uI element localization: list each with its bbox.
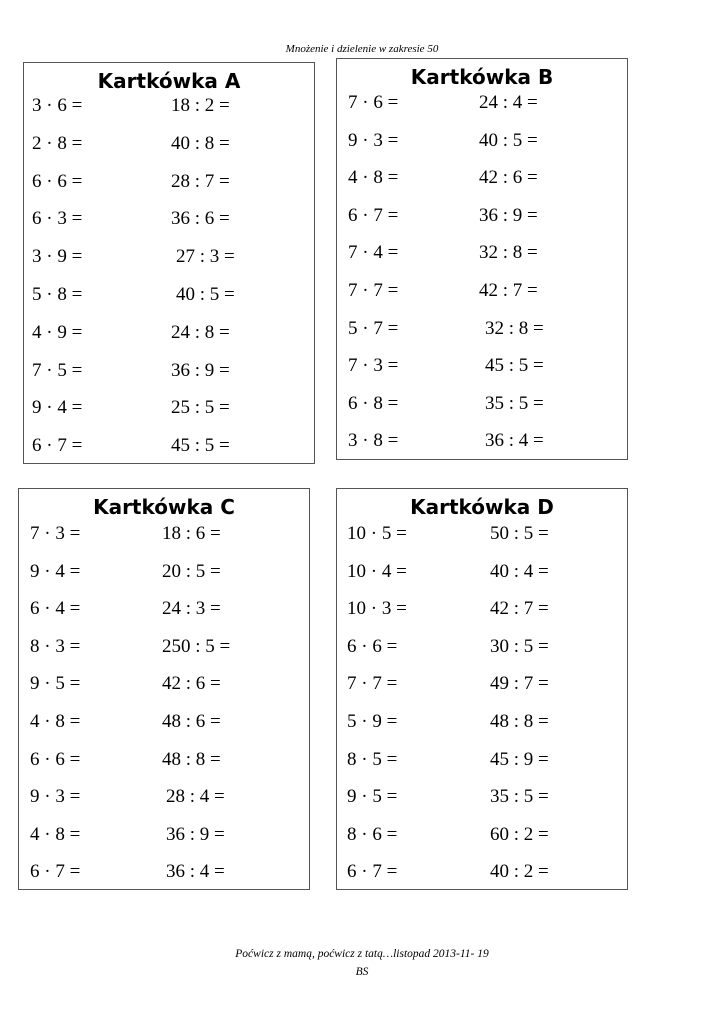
division-problem: 49 : 7 = [490,673,549,695]
equation-row [24,131,316,157]
multiplication-problem: 6 · 6 = [30,748,81,770]
division-problem: 27 : 3 = [176,246,235,268]
division-problem: 42 : 7 = [490,598,549,620]
card-title: Kartkówka A [97,69,241,93]
multiplication-problem: 10 · 4 = [347,560,407,582]
equation-row [24,169,316,195]
multiplication-problem: 6 · 7 = [32,435,83,457]
footer-initials: BS [355,966,369,978]
multiplication-problem: 3 · 6 = [32,95,83,116]
equation-row [24,320,316,346]
multiplication-problem: 5 · 8 = [32,284,83,305]
equation-row [337,822,629,848]
equation-row [337,165,629,191]
multiplication-problem: 6 · 8 = [348,392,399,414]
equation-row [337,203,629,229]
equation-row [337,391,629,417]
multiplication-problem: 7 · 7 = [348,280,399,301]
card-title: Kartkówka B [410,65,554,89]
division-problem: 24 : 3 = [162,598,221,620]
multiplication-problem: 9 · 5 = [30,673,81,695]
division-problem: 48 : 6 = [162,711,221,732]
division-problem: 36 : 9 = [479,204,538,226]
multiplication-problem: 3 · 8 = [348,430,399,452]
division-problem: 45 : 5 = [171,435,230,457]
equation-row [337,671,629,697]
division-problem: 36 : 6 = [171,208,230,230]
equation-row [337,128,629,154]
division-problem: 36 : 4 = [166,861,225,883]
card-title: Kartkówka D [410,495,554,519]
equation-row [19,596,311,622]
division-problem: 36 : 9 = [166,823,225,845]
equation-row [19,859,311,885]
multiplication-problem: 6 · 7 = [30,861,81,883]
division-problem: 42 : 7 = [479,280,538,301]
division-problem: 50 : 5 = [490,523,549,544]
division-problem: 32 : 8 = [479,242,538,264]
multiplication-problem: 4 · 9 = [32,321,83,343]
multiplication-problem: 4 · 8 = [348,167,399,189]
division-problem: 48 : 8 = [490,711,549,732]
multiplication-problem: 9 · 3 = [348,129,399,151]
quiz-card-c [18,488,310,890]
division-problem: 18 : 2 = [171,95,230,116]
equation-row [19,822,311,848]
multiplication-problem: 9 · 4 = [32,397,83,419]
division-problem: 30 : 5 = [490,635,549,657]
division-problem: 250 : 5 = [162,635,231,657]
multiplication-problem: 9 · 4 = [30,560,81,582]
equation-row [19,634,311,660]
multiplication-problem: 8 · 5 = [347,748,398,770]
equation-row [337,90,629,116]
quiz-card-d [336,488,628,890]
multiplication-problem: 6 · 7 = [347,861,398,883]
equation-row [337,747,629,773]
multiplication-problem: 3 · 9 = [32,246,83,268]
division-problem: 45 : 5 = [485,355,544,377]
equation-row [337,353,629,379]
equation-row [337,709,629,735]
division-problem: 48 : 8 = [162,748,221,770]
division-problem: 24 : 4 = [479,92,538,113]
division-problem: 60 : 2 = [490,823,549,845]
multiplication-problem: 7 · 6 = [348,92,399,113]
equation-row [19,559,311,585]
equation-row [24,93,316,119]
card-title: Kartkówka C [93,495,235,519]
multiplication-problem: 5 · 7 = [348,317,399,339]
division-problem: 40 : 8 = [171,132,230,154]
equation-row [337,521,629,547]
equation-row [24,206,316,232]
division-problem: 40 : 2 = [490,861,549,883]
footer-line: Poćwicz z mamą, poćwicz z tatą…listopad 2013-11- 19 [235,948,489,960]
division-problem: 40 : 4 = [490,560,549,582]
multiplication-problem: 7 · 5 = [32,359,83,381]
division-problem: 18 : 6 = [162,523,221,544]
equation-row [337,278,629,304]
equation-row [24,282,316,308]
equation-row [19,709,311,735]
equation-row [19,784,311,810]
multiplication-problem: 6 · 4 = [30,598,81,620]
multiplication-problem: 8 · 3 = [30,635,81,657]
division-problem: 20 : 5 = [162,560,221,582]
multiplication-problem: 6 · 3 = [32,208,83,230]
division-problem: 40 : 5 = [479,129,538,151]
multiplication-problem: 10 · 5 = [347,523,407,544]
equation-row [337,784,629,810]
division-problem: 35 : 5 = [490,786,549,808]
multiplication-problem: 6 · 6 = [347,635,398,657]
division-problem: 36 : 9 = [171,359,230,381]
division-problem: 32 : 8 = [485,317,544,339]
multiplication-problem: 4 · 8 = [30,711,81,732]
multiplication-problem: 6 · 6 = [32,170,83,192]
equation-row [24,395,316,421]
equation-row [337,596,629,622]
equation-row [24,358,316,384]
equation-row [24,433,316,459]
division-problem: 36 : 4 = [485,430,544,452]
page-header: Mnożenie i dzielenie w zakresie 50 [285,43,439,55]
multiplication-problem: 4 · 8 = [30,823,81,845]
multiplication-problem: 7 · 3 = [30,523,81,544]
equation-row [337,634,629,660]
multiplication-problem: 2 · 8 = [32,132,83,154]
equation-row [337,859,629,885]
division-problem: 42 : 6 = [162,673,221,695]
division-problem: 40 : 5 = [176,284,235,305]
division-problem: 42 : 6 = [479,167,538,189]
quiz-card-a [23,62,315,464]
division-problem: 35 : 5 = [485,392,544,414]
equation-row [19,521,311,547]
division-problem: 28 : 4 = [166,786,225,808]
equation-row [337,428,629,454]
equation-row [24,244,316,270]
division-problem: 24 : 8 = [171,321,230,343]
equation-row [19,747,311,773]
multiplication-problem: 10 · 3 = [347,598,407,620]
multiplication-problem: 9 · 5 = [347,786,398,808]
multiplication-problem: 9 · 3 = [30,786,81,808]
quiz-card-b [336,58,628,460]
equation-row [337,559,629,585]
division-problem: 25 : 5 = [171,397,230,419]
equation-row [337,240,629,266]
multiplication-problem: 7 · 7 = [347,673,398,695]
division-problem: 28 : 7 = [171,170,230,192]
multiplication-problem: 6 · 7 = [348,204,399,226]
equation-row [337,316,629,342]
multiplication-problem: 7 · 3 = [348,355,399,377]
multiplication-problem: 8 · 6 = [347,823,398,845]
multiplication-problem: 5 · 9 = [347,711,398,732]
equation-row [19,671,311,697]
multiplication-problem: 7 · 4 = [348,242,399,264]
division-problem: 45 : 9 = [490,748,549,770]
